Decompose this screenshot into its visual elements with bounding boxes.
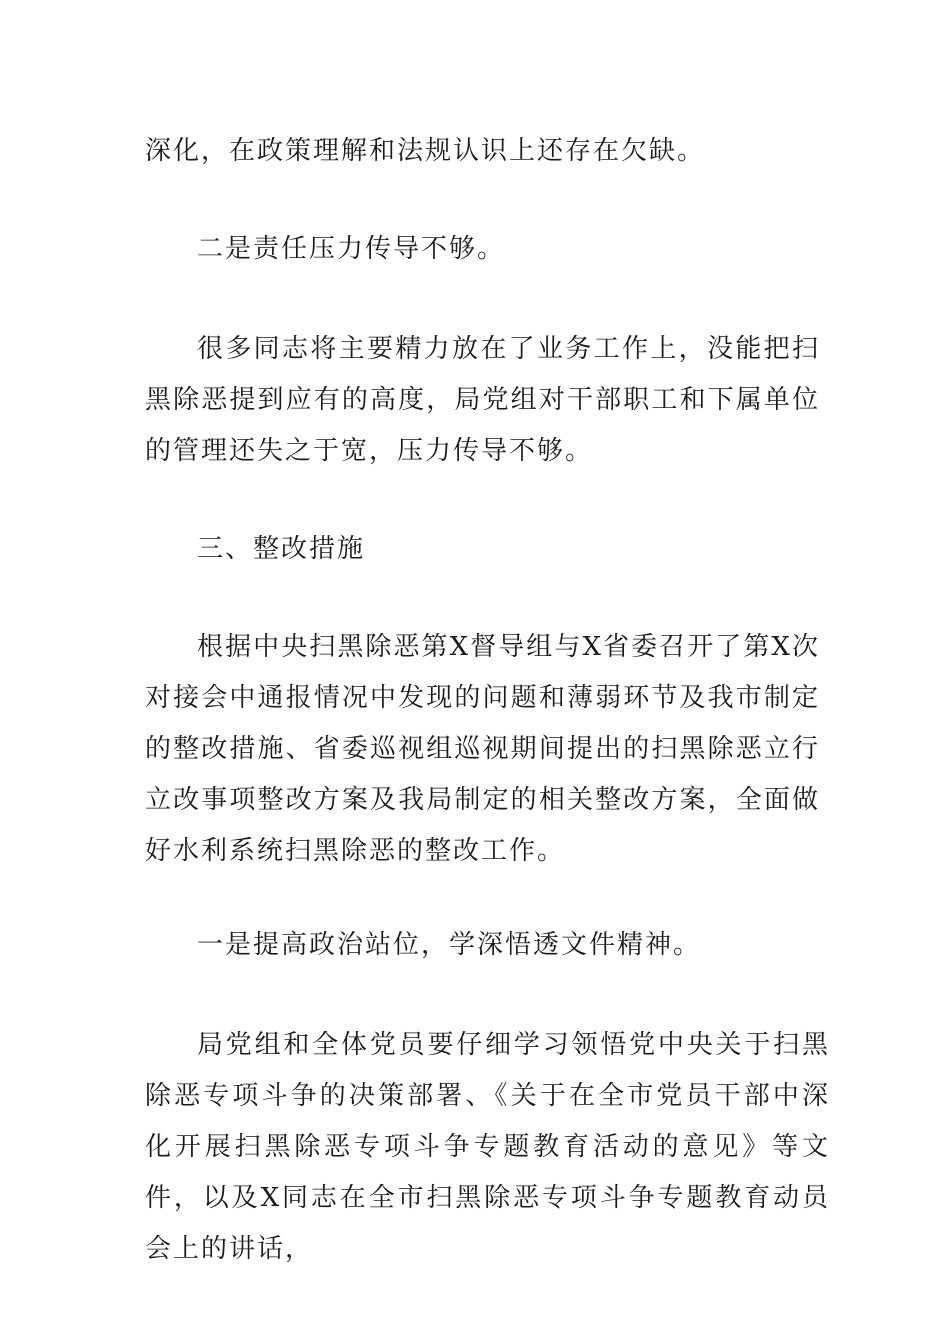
paragraph-point-one: 一是提高政治站位，学深悟透文件精神。 — [197, 930, 702, 960]
paragraph-body: 根据中央扫黑除恶第X督导组与X省委召开了第X次对接会中通报情况中发现的问题和薄弱环节及我市制定的整改措施、省委巡视组巡视期间提出的扫黑除恶立行立改事项整改方案及我局制定的相关整改方案，全面做好水利系统扫黑除恶的整改工作。 — [145, 632, 820, 866]
paragraph-point-two: 二是责任压力传导不够。 — [197, 234, 506, 264]
paragraph-continuation: 深化，在政策理解和法规认识上还存在欠缺。 — [145, 136, 706, 166]
section-heading-rectification: 三、整改措施 — [197, 534, 366, 564]
paragraph-body: 局党组和全体党员要仔细学习领悟党中央关于扫黑除恶专项斗争的决策部署、《关于在全市党员干部中深化开展扫黑除恶专项斗争专题教育活动的意见》等文件，以及X同志在全市扫黑除恶专项斗争专题教育动员会上的讲话， — [145, 1030, 830, 1264]
paragraph-body: 很多同志将主要精力放在了业务工作上，没能把扫黑除恶提到应有的高度，局党组对干部职工和下属单位的管理还失之于宽，压力传导不够。 — [145, 334, 820, 466]
